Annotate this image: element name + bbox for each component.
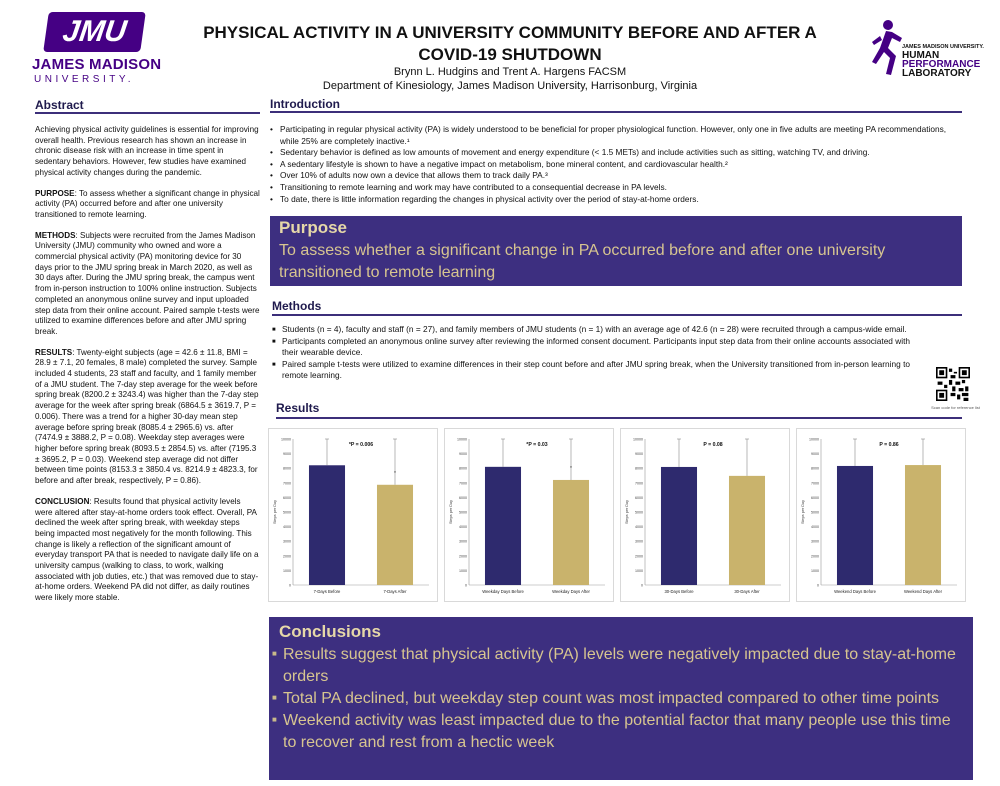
chart-pvalue-label: *P = 0.006 [348,442,374,448]
conclusions-heading: Conclusions [279,622,382,641]
abstract-purpose [35,189,260,221]
y-tick-label: 7000 [811,481,819,486]
x-tick-label: 7-Days After [383,589,407,594]
x-tick-label: 30-Days Before [664,589,694,594]
y-tick-label: 4000 [635,525,643,530]
y-tick-label: 2000 [459,554,467,559]
abstract-methods-label: METHODS [35,230,76,240]
list-item: ■ Weekend activity was least impacted due to the potential factor that many people use this time to recover and rest from a hectic week [272,710,968,754]
chart-pvalue-label: *P = 0.03 [526,442,548,448]
abstract-heading: Abstract [35,98,84,112]
y-tick-label: 4000 [283,525,291,530]
y-tick-label: 1000 [283,568,291,573]
list-item: ■ Total PA declined, but weekday step count was most impacted compared to other time points [272,688,968,710]
chart-panel [620,428,790,602]
significance-marker: * [394,470,396,477]
y-tick-label: 10000 [457,437,467,442]
qr-caption: Scan code for reference list [931,405,980,410]
y-tick-label: 9000 [459,452,467,457]
y-tick-label: 3000 [635,539,643,544]
y-tick-label: 9000 [635,452,643,457]
y-tick-label: 6000 [283,495,291,500]
list-item: • A sedentary lifestyle is shown to have a negative impact on metabolism, bone mineral content, and cardiovascular health.² [270,159,960,171]
list-item: • Over 10% of adults now own a device that allows them to track daily PA.³ [270,170,960,182]
qr-code-icon[interactable] [936,367,970,401]
y-tick-label: 1000 [635,568,643,573]
bar [309,465,345,585]
hpl-logo-line-laboratory: LABORATORY [902,68,972,79]
y-tick-label: 3000 [283,539,291,544]
bar [729,476,765,585]
y-tick-label: 2000 [811,554,819,559]
x-tick-label: 7-Days Before [313,589,341,594]
methods-list [272,324,910,382]
chart-panel [444,428,614,602]
y-tick-label: 1000 [459,568,467,573]
y-tick-label: 5000 [459,510,467,515]
abstract-methods-text: : Subjects were recruited from the James Madison University (JMU) community who owned and wore a commercial physical activity (PA) monitoring device for 30 days prior to the JMU spring break in March 2020, as well as 30 days after. During the JMU spring break, the campus went from in-person instruction to 100% online instruction. Subjects completed an anonymous online survey and input uploaded step data from their online account. Paired sample t-tests were utilized to examine differences before and after JMU spring break. [35,230,260,336]
y-tick-label: 4000 [811,525,819,530]
abstract-purpose-text: : To assess whether a significant change in physical activity (PA) occurred before and after one university transitioned to remote learning. [35,188,260,219]
abstract-purpose-label: PURPOSE [35,188,75,198]
y-axis-label: Steps per Day [449,499,453,525]
purpose-text: To assess whether a significant change in PA occurred before and after one university transitioned to remote learning [279,242,886,281]
list-item: • To date, there is little information regarding the changes in physical activity over the period of stay-at-home orders. [270,194,960,206]
abstract-results-text: : Twenty-eight subjects (age = 42.6 ± 11.8, BMI = 28.9 ± 7.1, 20 females, 8 male) completed the survey. Sample included 4 students, 23 staff and faculty, and 1 family member of a JMU student. The 7-day step average for the week before spring break (8200.2 ± 3243.4) was higher than the 7-day step average for the week after spring break (6864.5 ± 3619.7, P = 0.006). There was a trend for a higher 30-day mean step average before spring break (8085.4 ± 2965.6) vs. after (7474.9 ± 3888.2, P = 0.08). Weekday step averages were higher before spring break (8093.5 ± 2854.5) vs. after (7195.3 ± 3695.2, P = 0.03). Weekend step average did not differ between time points (8153.3 ± 3850.4 vs. 8214.9 ± 4823.3, for before and after break, respectively, P = 0.86). [35,347,259,486]
results-heading: Results [276,401,320,415]
y-tick-label: 6000 [459,495,467,500]
bar-chart [269,429,437,601]
abstract-conclusion-text: : Results found that physical activity levels were altered after stay-at-home orders took effect. Overall, PA declined the week after spring break, with weekday steps being impacted most negatively for the month following. This change is likely a reflection of the significant amount of everyday transport PA that is needed to navigate daily life on a university campus (walking to class, to work, walking associated with job duties, etc.) that was removed due to stay-at-home orders. Weekend PA did not differ, as daily routines were likely more stable. [35,496,259,603]
poster-title: PHYSICAL ACTIVITY IN A UNIVERSITY COMMUNITY BEFORE AND AFTER A COVID-19 SHUTDOWN [203,23,817,64]
y-tick-label: 7000 [283,481,291,486]
y-tick-label: 8000 [459,466,467,471]
abstract-methods [35,231,260,338]
abstract-body [35,125,260,614]
y-tick-label: 3000 [459,539,467,544]
abstract-results [35,348,260,487]
y-tick-label: 10000 [633,437,643,442]
y-tick-label: 9000 [811,452,819,457]
jmu-logo-subname: UNIVERSITY. [34,74,134,85]
chart-panel [796,428,966,602]
abstract-results-label: RESULTS [35,347,73,357]
y-tick-label: 5000 [811,510,819,515]
y-tick-label: 10000 [809,437,819,442]
list-item: ■ Participants completed an anonymous online survey after reviewing the informed consent document. Participants input step data from their online accounts associated with their wearable device. [272,336,910,359]
abstract-divider [35,112,260,114]
y-axis-label: Steps per Day [273,499,277,525]
list-item: • Participating in regular physical activity (PA) is widely understood to be beneficial for proper physiological function. However, only one in five adults are meeting PA recommendations, while 25% are completely inactive.¹ [270,124,960,147]
bar-chart [445,429,613,601]
affiliation: Department of Kinesiology, James Madison University, Harrisonburg, Virginia [322,80,698,92]
list-item: • Transitioning to remote learning and work may have contributed to a consequential decrease in PA levels. [270,182,960,194]
methods-divider [272,314,962,316]
authors-block [180,65,840,93]
y-tick-label: 0 [465,583,467,588]
runner-icon [866,18,904,78]
bar-chart [797,429,965,601]
x-tick-label: Weekday Days Before [482,589,524,594]
bar [905,465,941,585]
y-tick-label: 0 [289,583,291,588]
x-tick-label: Weekend Days Before [834,589,876,594]
y-tick-label: 2000 [283,554,291,559]
hpl-logo-line-human: HUMAN [902,50,940,61]
y-tick-label: 2000 [635,554,643,559]
y-tick-label: 6000 [635,495,643,500]
chart-panel [268,428,438,602]
y-tick-label: 0 [641,583,643,588]
significance-marker: * [570,465,572,472]
list-item: ■ Students (n = 4), faculty and staff (n = 27), and family members of JMU students (n = 1) with an average age of 42.6 (n = 28) were recruited through a campus-wide email. [272,324,910,336]
list-item: ■ Results suggest that physical activity (PA) levels were negatively impacted due to stay-at-home orders [272,644,968,688]
introduction-heading: Introduction [270,97,340,111]
jmu-logo [32,12,162,84]
y-tick-label: 8000 [283,466,291,471]
y-tick-label: 5000 [283,510,291,515]
x-tick-label: 30-Days After [734,589,760,594]
results-divider [276,417,962,419]
bar [553,480,589,585]
authors: Brynn L. Hudgins and Trent A. Hargens FACSM [393,66,627,78]
jmu-logo-name: JAMES MADISON [32,56,162,73]
y-tick-label: 0 [817,583,819,588]
bar [377,485,413,585]
x-tick-label: Weekday Days After [552,589,590,594]
methods-heading: Methods [272,299,322,313]
jmu-logo-mark: JMU [43,12,146,52]
y-tick-label: 3000 [811,539,819,544]
hpl-logo-line-performance: PERFORMANCE [902,59,981,70]
introduction-list [270,124,960,205]
y-tick-label: 8000 [811,466,819,471]
y-axis-label: Steps per Day [625,499,629,525]
y-tick-label: 8000 [635,466,643,471]
y-tick-label: 4000 [459,525,467,530]
conclusions-list [272,644,968,754]
y-tick-label: 7000 [635,481,643,486]
abstract-conclusion-label: CONCLUSION [35,496,90,506]
hpl-logo-name [902,51,980,78]
bar [485,467,521,585]
y-tick-label: 10000 [281,437,291,442]
abstract-intro: Achieving physical activity guidelines is essential for improving overall health. Previous research has shown an increase in chronic disease risk with an increase in time spent in sedentary behaviors. However, few studies have examined physical activity changes during the pandemic. [35,125,259,177]
list-item: ■ Paired sample t-tests were utilized to examine differences in their step count before and after JMU spring break, when the University transitioned from in-person learning to remote learning. [272,359,910,382]
results-charts [268,428,966,600]
y-axis-label: Steps per Day [801,499,805,525]
hpl-logo [866,18,996,80]
purpose-heading: Purpose [279,218,348,237]
list-item: • Sedentary behavior is defined as low amounts of movement and energy expenditure (< 1.5 METs) and include activities such as sitting, watching TV, and driving. [270,147,960,159]
y-tick-label: 7000 [459,481,467,486]
y-tick-label: 6000 [811,495,819,500]
bar [661,467,697,585]
chart-pvalue-label: P = 0.08 [703,442,723,448]
abstract-conclusion [35,497,260,604]
bar [837,466,873,585]
y-tick-label: 1000 [811,568,819,573]
x-tick-label: Weekend Days After [903,589,943,594]
y-tick-label: 5000 [635,510,643,515]
hpl-logo-university: JAMES MADISON UNIVERSITY. [902,44,984,50]
introduction-divider [270,111,962,113]
y-tick-label: 9000 [283,452,291,457]
bar-chart [621,429,789,601]
chart-pvalue-label: P = 0.86 [879,442,899,448]
